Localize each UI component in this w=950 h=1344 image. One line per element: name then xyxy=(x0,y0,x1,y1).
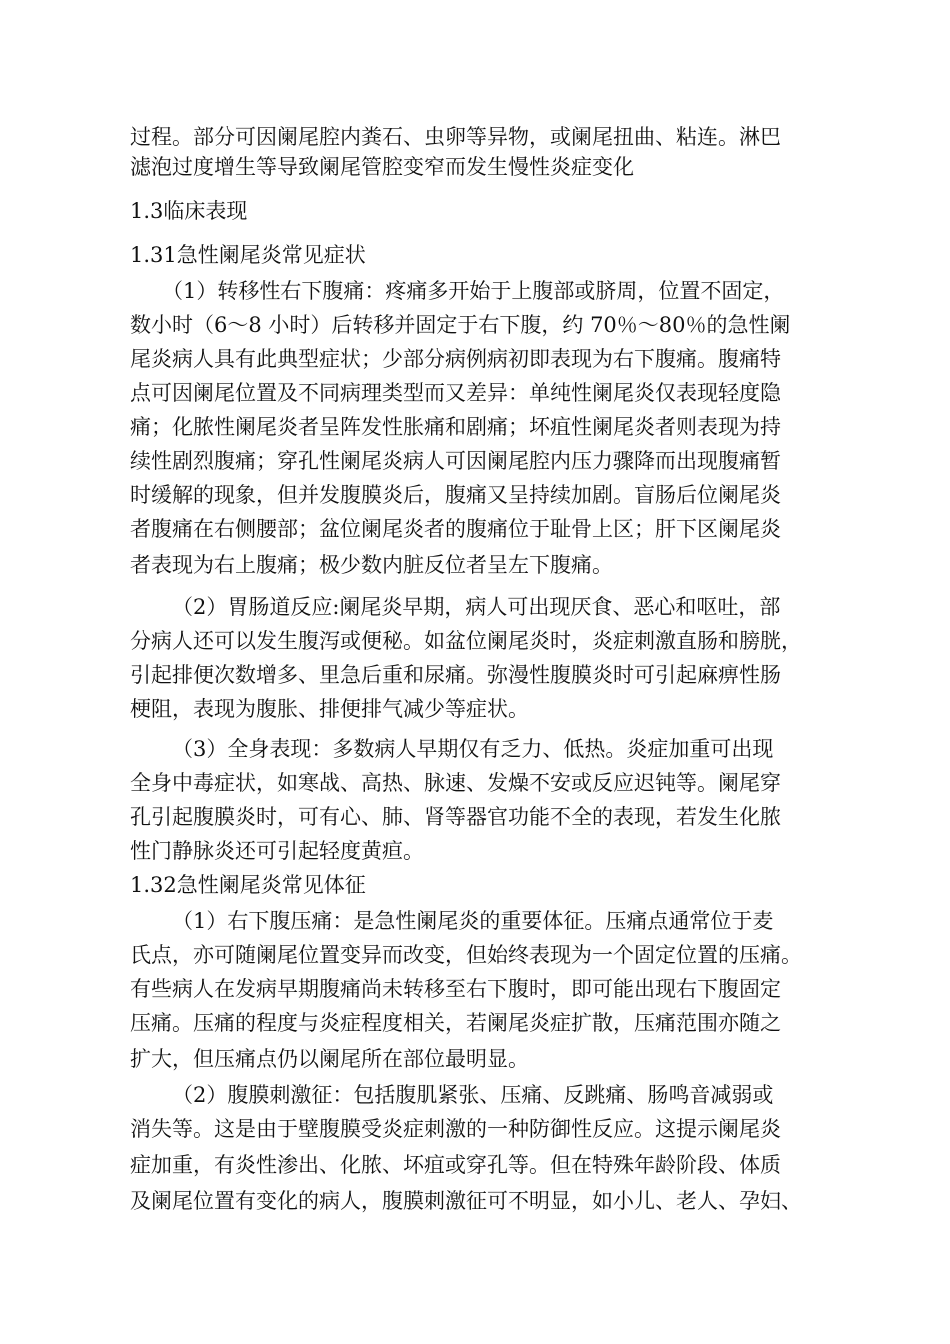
text-line: 尾炎病人具有此典型症状；少部分病例病初即表现为右下腹痛。腹痛特 xyxy=(130,347,781,371)
text-line: （2）腹膜刺激征：包括腹肌紧张、压痛、反跳痛、肠鸣音减弱或 xyxy=(172,1083,774,1107)
text-line: 痛；化脓性阑尾炎者呈阵发性胀痛和剧痛；坏疽性阑尾炎者则表现为持 xyxy=(130,415,781,439)
text-line: 氏点，亦可随阑尾位置变异而改变，但始终表现为一个固定位置的压痛。 xyxy=(130,943,802,967)
text-line: 者腹痛在右侧腰部；盆位阑尾炎者的腹痛位于耻骨上区；肝下区阑尾炎 xyxy=(130,517,781,541)
text-line: （1）转移性右下腹痛：疼痛多开始于上腹部或脐周，位置不固定， xyxy=(162,279,785,303)
subsection-heading: 1.32急性阑尾炎常见体征 xyxy=(130,873,366,897)
text-line: 点可因阑尾位置及不同病理类型而又差异：单纯性阑尾炎仅表现轻度隐 xyxy=(130,381,781,405)
text-line: 孔引起腹膜炎时，可有心、肺、肾等器官功能不全的表现，若发生化脓 xyxy=(130,805,781,829)
text-line: 数小时（6～8 小时）后转移并固定于右下腹，约 70％～80％的急性阑 xyxy=(130,313,791,337)
text-line: 者表现为右上腹痛；极少数内脏反位者呈左下腹痛。 xyxy=(130,553,613,577)
text-line: 有些病人在发病早期腹痛尚未转移至右下腹时，即可能出现右下腹固定 xyxy=(130,977,781,1001)
text-line: 滤泡过度增生等导致阑尾管腔变窄而发生慢性炎症变化 xyxy=(130,155,634,179)
text-line: 压痛。压痛的程度与炎症程度相关，若阑尾炎症扩散，压痛范围亦随之 xyxy=(130,1011,781,1035)
text-line: 消失等。这是由于壁腹膜受炎症刺激的一种防御性反应。这提示阑尾炎 xyxy=(130,1117,781,1141)
text-line: 扩大，但压痛点仍以阑尾所在部位最明显。 xyxy=(130,1047,529,1071)
text-line: 全身中毒症状，如寒战、高热、脉速、发燥不安或反应迟钝等。阑尾穿 xyxy=(130,771,781,795)
text-line: 时缓解的现象，但并发腹膜炎后，腹痛又呈持续加剧。盲肠后位阑尾炎 xyxy=(130,483,781,507)
text-line: 分病人还可以发生腹泻或便秘。如盆位阑尾炎时，炎症刺激直肠和膀胱， xyxy=(130,629,802,653)
text-line: 续性剧烈腹痛；穿孔性阑尾炎病人可因阑尾腔内压力骤降而出现腹痛暂 xyxy=(130,449,781,473)
text-line: 及阑尾位置有变化的病人，腹膜刺激征可不明显，如小儿、老人、孕妇、 xyxy=(130,1189,802,1213)
text-line: （2）胃肠道反应:阑尾炎早期，病人可出现厌食、恶心和呕吐，部 xyxy=(172,595,781,619)
text-line: 过程。部分可因阑尾腔内粪石、虫卵等异物，或阑尾扭曲、粘连。淋巴 xyxy=(130,125,781,149)
text-line: 引起排便次数增多、里急后重和尿痛。弥漫性腹膜炎时可引起麻痹性肠 xyxy=(130,663,781,687)
section-heading: 1.3临床表现 xyxy=(130,199,248,223)
text-line: 症加重，有炎性渗出、化脓、坏疽或穿孔等。但在特殊年龄阶段、体质 xyxy=(130,1153,781,1177)
text-line: 梗阻，表现为腹胀、排便排气减少等症状。 xyxy=(130,697,529,721)
text-line: （3）全身表现：多数病人早期仅有乏力、低热。炎症加重可出现 xyxy=(172,737,774,761)
text-line: （1）右下腹压痛：是急性阑尾炎的重要体征。压痛点通常位于麦 xyxy=(172,909,774,933)
subsection-heading: 1.31急性阑尾炎常见症状 xyxy=(130,243,366,267)
text-line: 性门静脉炎还可引起轻度黄疸。 xyxy=(130,839,424,863)
